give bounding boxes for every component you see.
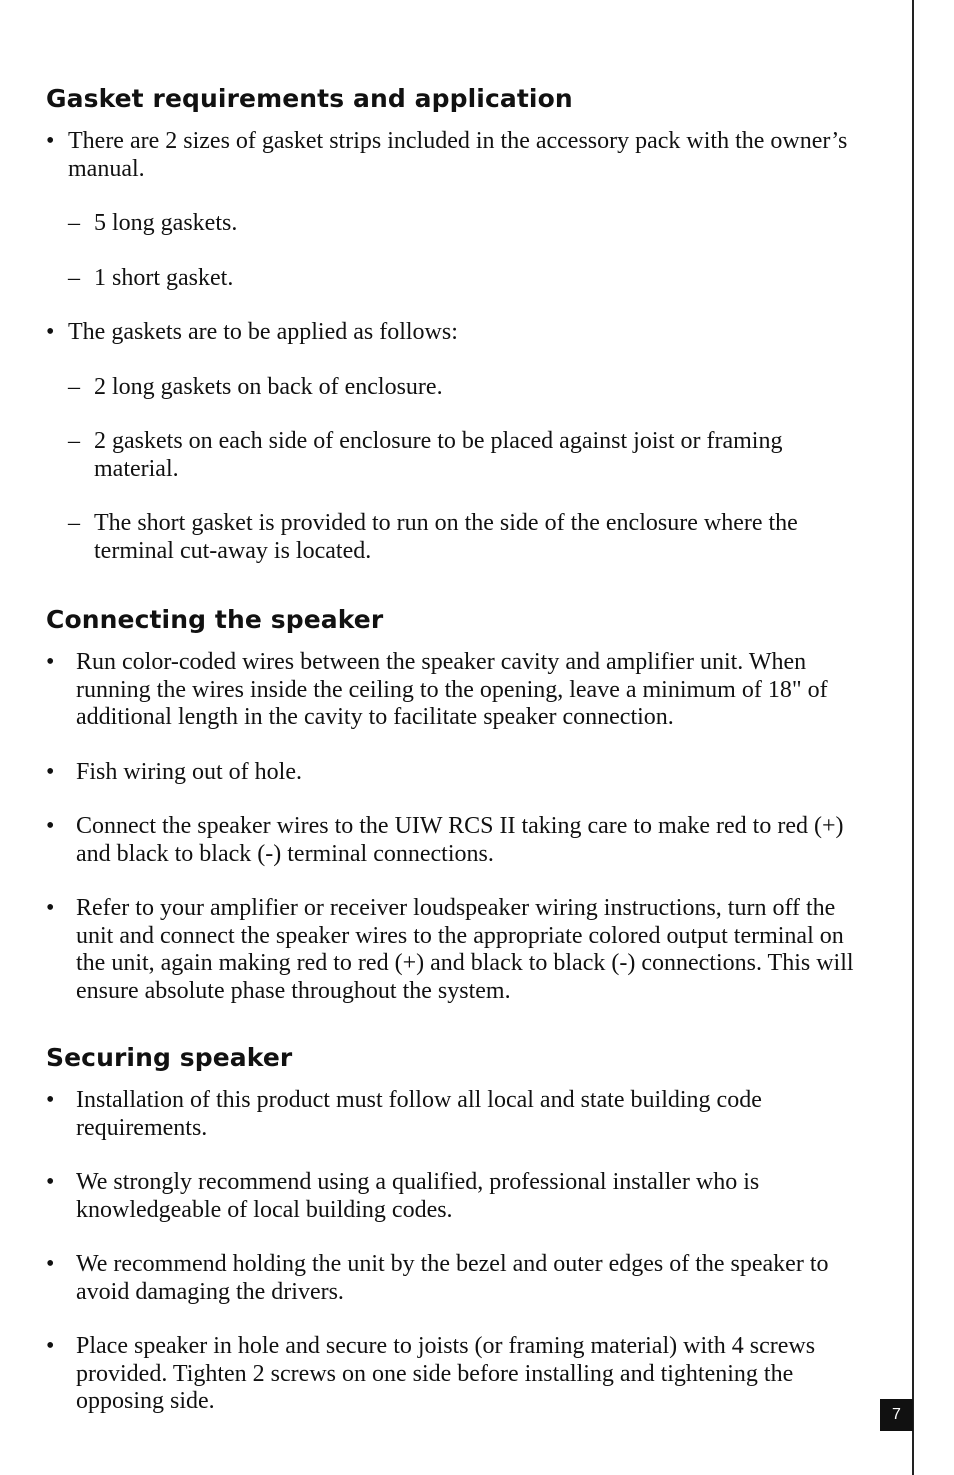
dash-marker: – [68,210,80,236]
section-heading: Connecting the speaker [46,605,384,634]
section-heading: Securing speaker [46,1043,293,1072]
bullet-marker: • [46,128,55,154]
sub-list-item [46,374,866,402]
sub-list-item [46,210,866,238]
list-item [46,319,866,347]
sub-list-item [46,510,866,565]
list-item-text: 2 long gaskets on back of enclosure. [94,373,443,400]
bullet-marker: • [46,1251,55,1277]
list-item-text: Run color-coded wires between the speaker cavity and amplifier unit. When running the wires inside the ceiling to the opening, leave a minimum of 18" of additional length in the cavity to facilitate speaker connection. [76,649,828,730]
section-gasket-requirements [46,84,866,565]
bullet-marker: • [46,1333,55,1359]
list-item-text: We recommend holding the unit by the bezel and outer edges of the speaker to avoid damaging the drivers. [76,1251,829,1305]
bullet-marker: • [46,1087,55,1113]
list-item-text: We strongly recommend using a qualified, professional installer who is knowledgeable of local building codes. [76,1169,760,1223]
list-item-text: Installation of this product must follow all local and state building code requirements. [76,1087,762,1141]
list-item-text: 5 long gaskets. [94,210,238,236]
securing-list [46,1087,866,1416]
bullet-marker: • [46,649,55,675]
list-item [46,1087,866,1142]
bullet-marker: • [46,758,55,785]
list-item [46,759,866,787]
list-item-text: The short gasket is provided to run on the side of the enclosure where the terminal cut-away is located. [94,510,798,564]
list-item [46,1333,866,1416]
list-item [46,1169,866,1224]
list-item-text: Place speaker in hole and secure to joists (or framing material) with 4 screws provided. Tighten 2 screws on one side before installing and tightening the opposing side. [76,1333,816,1414]
list-item [46,813,866,868]
section-heading: Gasket requirements and application [46,84,573,113]
bullet-marker: • [46,813,55,839]
list-item [46,128,866,183]
list-item [46,1251,866,1306]
list-item-text: Fish wiring out of hole. [76,758,302,785]
list-item-text: Connect the speaker wires to the UIW RCS II taking care to make red to red (+) and black to black (-) terminal connections. [76,813,844,867]
dash-marker: – [68,373,80,400]
list-item-text: 1 short gasket. [94,264,234,291]
page-edge-rule [912,0,914,1475]
dash-marker: – [68,264,80,291]
page-number-badge: 7 [880,1399,913,1431]
gasket-list [46,128,866,565]
section-securing-speaker [46,1043,866,1416]
list-item-text: There are 2 sizes of gasket strips included in the accessory pack with the owner’s manual. [68,128,848,182]
connecting-list [46,649,866,1005]
bullet-marker: • [46,1169,55,1195]
document-body [46,84,866,1416]
list-item-text: The gaskets are to be applied as follows: [68,319,458,345]
sub-list-item [46,428,866,483]
sub-list-item [46,265,866,293]
bullet-marker: • [46,319,55,345]
list-item-text: Refer to your amplifier or receiver loudspeaker wiring instructions, turn off the unit and connect the speaker wires to the appropriate colored output terminal on the unit, again making red to red (+) and black to black (-) connections. This will ensure absolute phase throughout the system. [76,895,854,1004]
list-item-text: 2 gaskets on each side of enclosure to be placed against joist or framing material. [94,428,783,482]
list-item [46,895,866,1005]
dash-marker: – [68,510,80,536]
list-item [46,649,866,732]
section-connecting-speaker [46,605,866,1005]
dash-marker: – [68,428,80,454]
bullet-marker: • [46,895,55,921]
